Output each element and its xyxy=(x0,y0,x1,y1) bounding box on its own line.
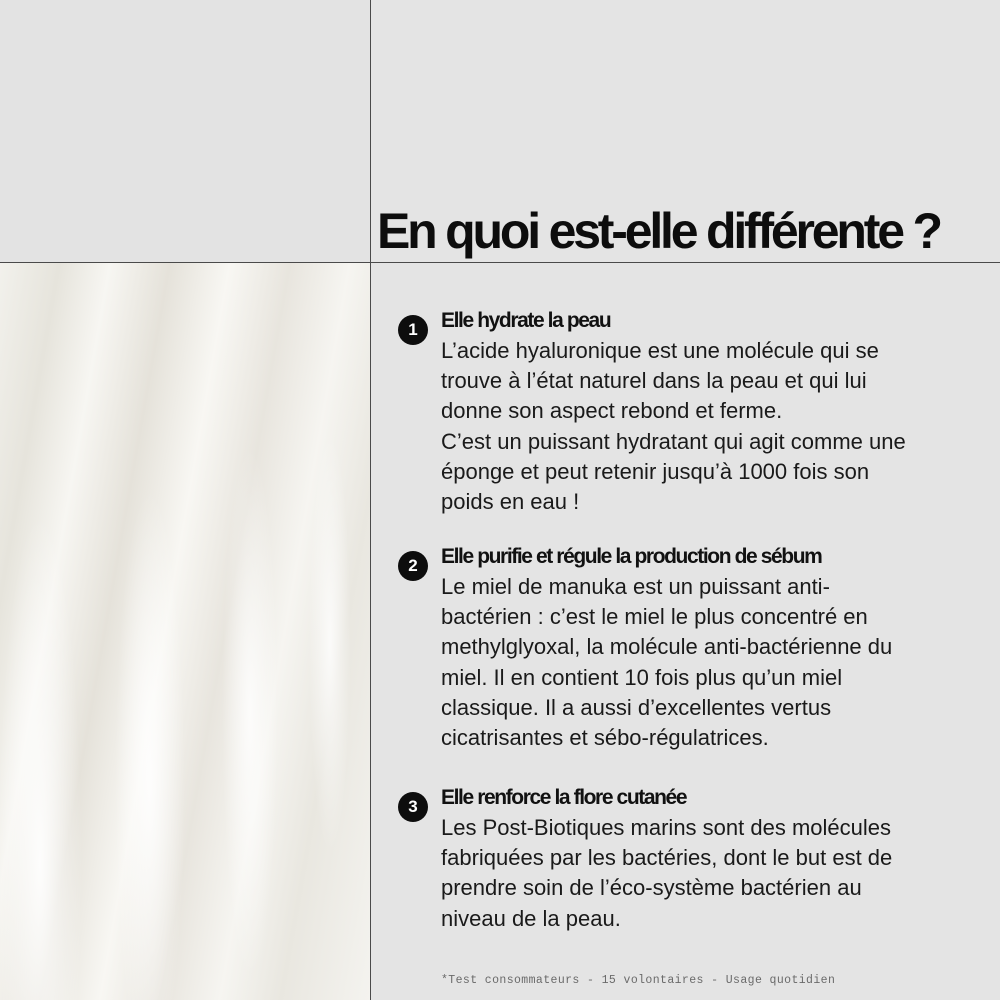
page-title: En quoi est-elle différente ? xyxy=(377,203,940,259)
top-left-panel xyxy=(0,0,370,262)
description-line: Le miel de manuka est un puissant anti- xyxy=(441,574,830,599)
benefit-title: Elle purifie et régule la production de sébum xyxy=(441,545,822,568)
benefit-description xyxy=(441,336,906,517)
description-line: poids en eau ! xyxy=(441,489,580,515)
description-line: bactérien : c’est le miel le plus concentré en xyxy=(441,604,868,630)
benefit-title: Elle renforce la flore cutanée xyxy=(441,786,687,809)
number-badge-1: 1 xyxy=(398,315,428,345)
description-line: prendre soin de l’éco-système bactérien au xyxy=(441,875,862,901)
description-line: éponge et peut retenir jusqu’à 1000 fois son xyxy=(441,458,870,484)
description-line: cicatrisantes et sébo-régulatrices. xyxy=(441,725,769,751)
number-badge-2: 2 xyxy=(398,551,428,581)
footnote: *Test consommateurs - 15 volontaires - Usage quotidien xyxy=(441,974,836,987)
benefit-description xyxy=(441,572,892,753)
description-line: L’acide hyaluronique est une molécule qui se xyxy=(441,338,879,363)
benefit-title: Elle hydrate la peau xyxy=(441,309,611,332)
description-line: classique. Il a aussi d’excellentes vertus xyxy=(441,694,832,720)
benefit-description xyxy=(441,813,892,934)
description-line: niveau de la peau. xyxy=(441,905,621,931)
description-line: trouve à l’état naturel dans la peau et qui lui xyxy=(441,368,867,394)
horizontal-divider xyxy=(0,262,1000,263)
description-line: fabriquées par les bactéries, dont le but est de xyxy=(441,845,893,871)
description-line: miel. Il en contient 10 fois plus qu’un miel xyxy=(441,664,843,690)
description-line: methylglyoxal, la molécule anti-bactérienne du xyxy=(441,634,893,660)
description-line: donne son aspect rebond et ferme. xyxy=(441,398,783,424)
number-badge-3: 3 xyxy=(398,792,428,822)
vertical-divider xyxy=(370,0,371,1000)
description-line: C’est un puissant hydratant qui agit comme une xyxy=(441,428,906,454)
description-line: Les Post-Biotiques marins sont des molécules xyxy=(441,815,891,840)
cream-texture-image xyxy=(0,263,370,1000)
